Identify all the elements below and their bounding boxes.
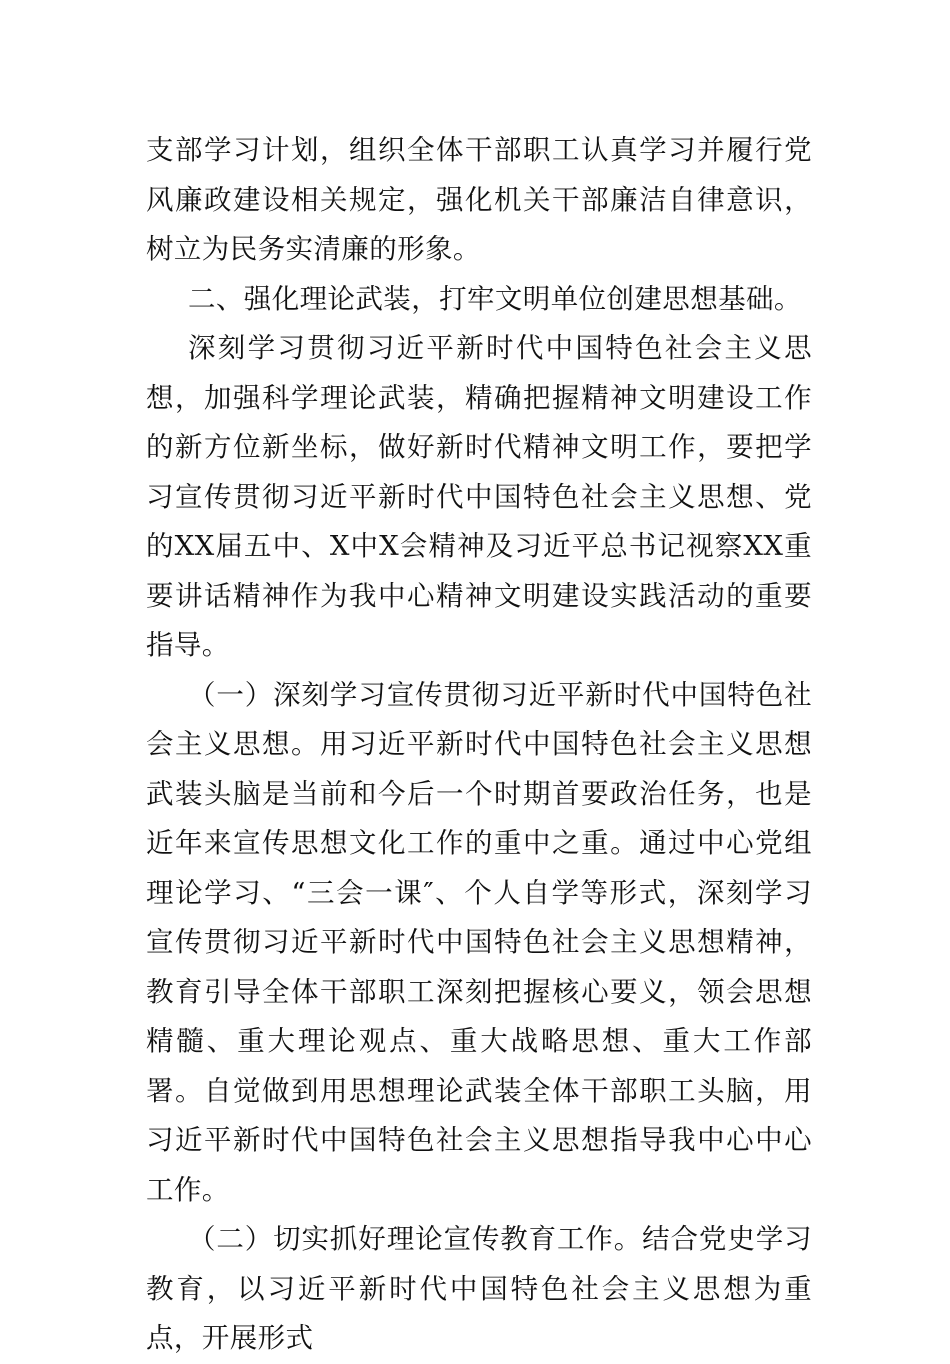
subsection-paragraph-2: （二）切实抓好理论宣传教育工作。结合党史学习教育，以习近平新时代中国特色社会主义思想为重点，开展形式 bbox=[146, 1223, 812, 1354]
paragraph-continuation: 支部学习计划，组织全体干部职工认真学习并履行党风廉政建设相关规定，强化机关干部廉洁自律意识，树立为民务实清廉的形象。 bbox=[146, 134, 812, 265]
section-heading: 二、强化理论武装，打牢文明单位创建思想基础。 bbox=[188, 282, 802, 315]
subsection-paragraph-1: （一）深刻学习宣传贯彻习近平新时代中国特色社会主义思想。用习近平新时代中国特色社会主义思想武装头脑是当前和今后一个时期首要政治任务，也是近年来宣传思想文化工作的重中之重。通过中心党组理论学习、“三会一课″、个人自学等形式，深刻学习宣传贯彻习近平新时代中国特色社会主义思想精神，教育引导全体干部职工深刻把握核心要义，领会思想精髓、重大理论观点、重大战略思想、重大工作部署。自觉做到用思想理论武装全体干部职工头脑，用习近平新时代中国特色社会主义思想指导我中心中心工作。 bbox=[146, 678, 812, 1206]
paragraph-body: 深刻学习贯彻习近平新时代中国特色社会主义思想，加强科学理论武装，精确把握精神文明建设工作的新方位新坐标，做好新时代精神文明工作，要把学习宣传贯彻习近平新时代中国特色社会主义思想、党的XX届五中、X中X会精神及习近平总书记视察XX重要讲话精神作为我中心精神文明建设实践活动的重要指导。 bbox=[146, 332, 812, 661]
document-body bbox=[146, 126, 812, 1364]
